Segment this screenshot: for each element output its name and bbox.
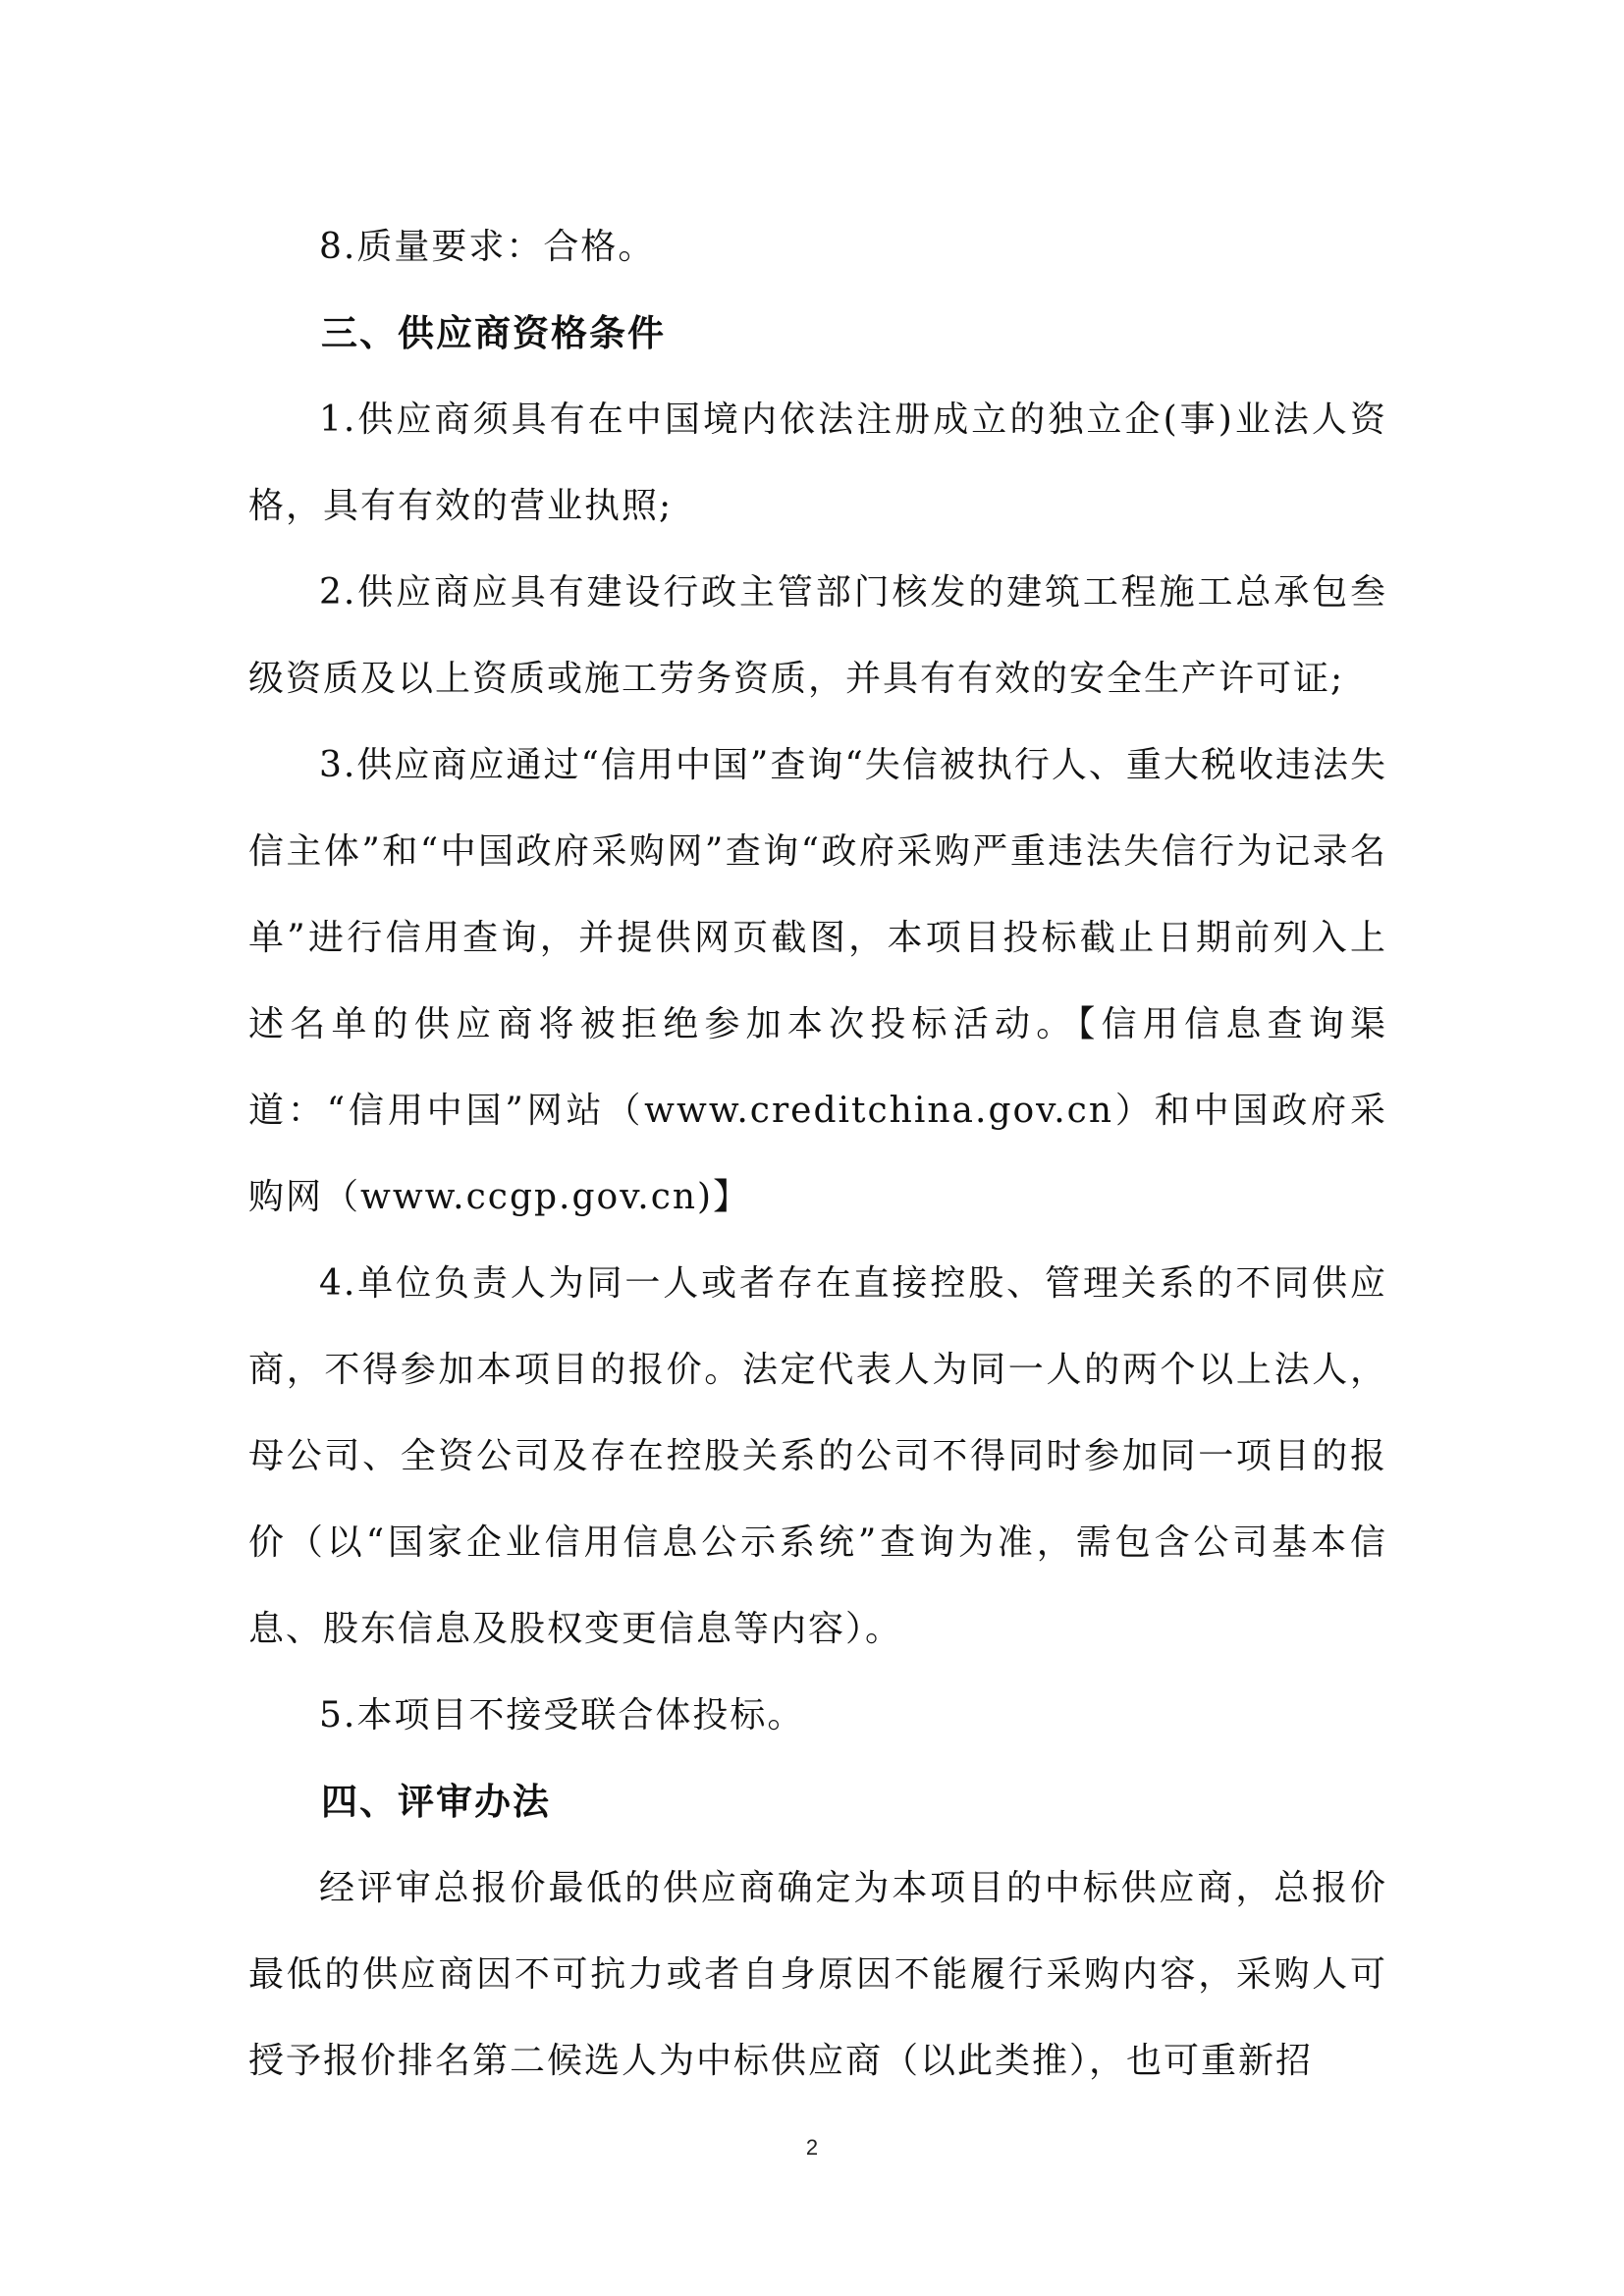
section-four-heading: 四、评审办法 bbox=[321, 1781, 551, 1823]
qualification-2: 2.供应商应具有建设行政主管部门核发的建筑工程施工总承包叁级资质及以上资质或施工劳务资质，并具有有效的安全生产许可证; bbox=[248, 572, 1387, 699]
qualification-5: 5.本项目不接受联合体投标。 bbox=[319, 1695, 805, 1735]
section-three-heading: 三、供应商资格条件 bbox=[321, 312, 666, 354]
document-body bbox=[248, 204, 1387, 2105]
qualification-4: 4.单位负责人为同一人或者存在直接控股、管理关系的不同供应商，不得参加本项目的报价。法定代表人为同一人的两个以上法人，母公司、全资公司及存在控股关系的公司不得同时参加同一项目的报价（以“国家企业信用信息公示系统”查询为准，需包含公司基本信息、股东信息及股权变更信息等内容）。 bbox=[248, 1263, 1387, 1649]
qualification-1: 1.供应商须具有在中国境内依法注册成立的独立企(事)业法人资格，具有有效的营业执照; bbox=[248, 400, 1387, 526]
page-number: 2 bbox=[805, 2135, 819, 2160]
evaluation-method: 经评审总报价最低的供应商确定为本项目的中标供应商，总报价最低的供应商因不可抗力或者自身原因不能履行采购内容，采购人可授予报价排名第二候选人为中标供应商（以此类推），也可重新招 bbox=[248, 1868, 1387, 2081]
quality-requirement: 8.质量要求：合格。 bbox=[319, 227, 656, 267]
qualification-3: 3.供应商应通过“信用中国”查询“失信被执行人、重大税收违法失信主体”和“中国政府采购网”查询“政府采购严重违法失信行为记录名单”进行信用查询，并提供网页截图，本项目投标截止日期前列入上述名单的供应商将被拒绝参加本次投标活动。【信用信息查询渠道：“信用中国”网站（www.creditchina.gov.cn）和中国政府采购网（www.ccgp.gov.cn)】 bbox=[248, 745, 1387, 1217]
